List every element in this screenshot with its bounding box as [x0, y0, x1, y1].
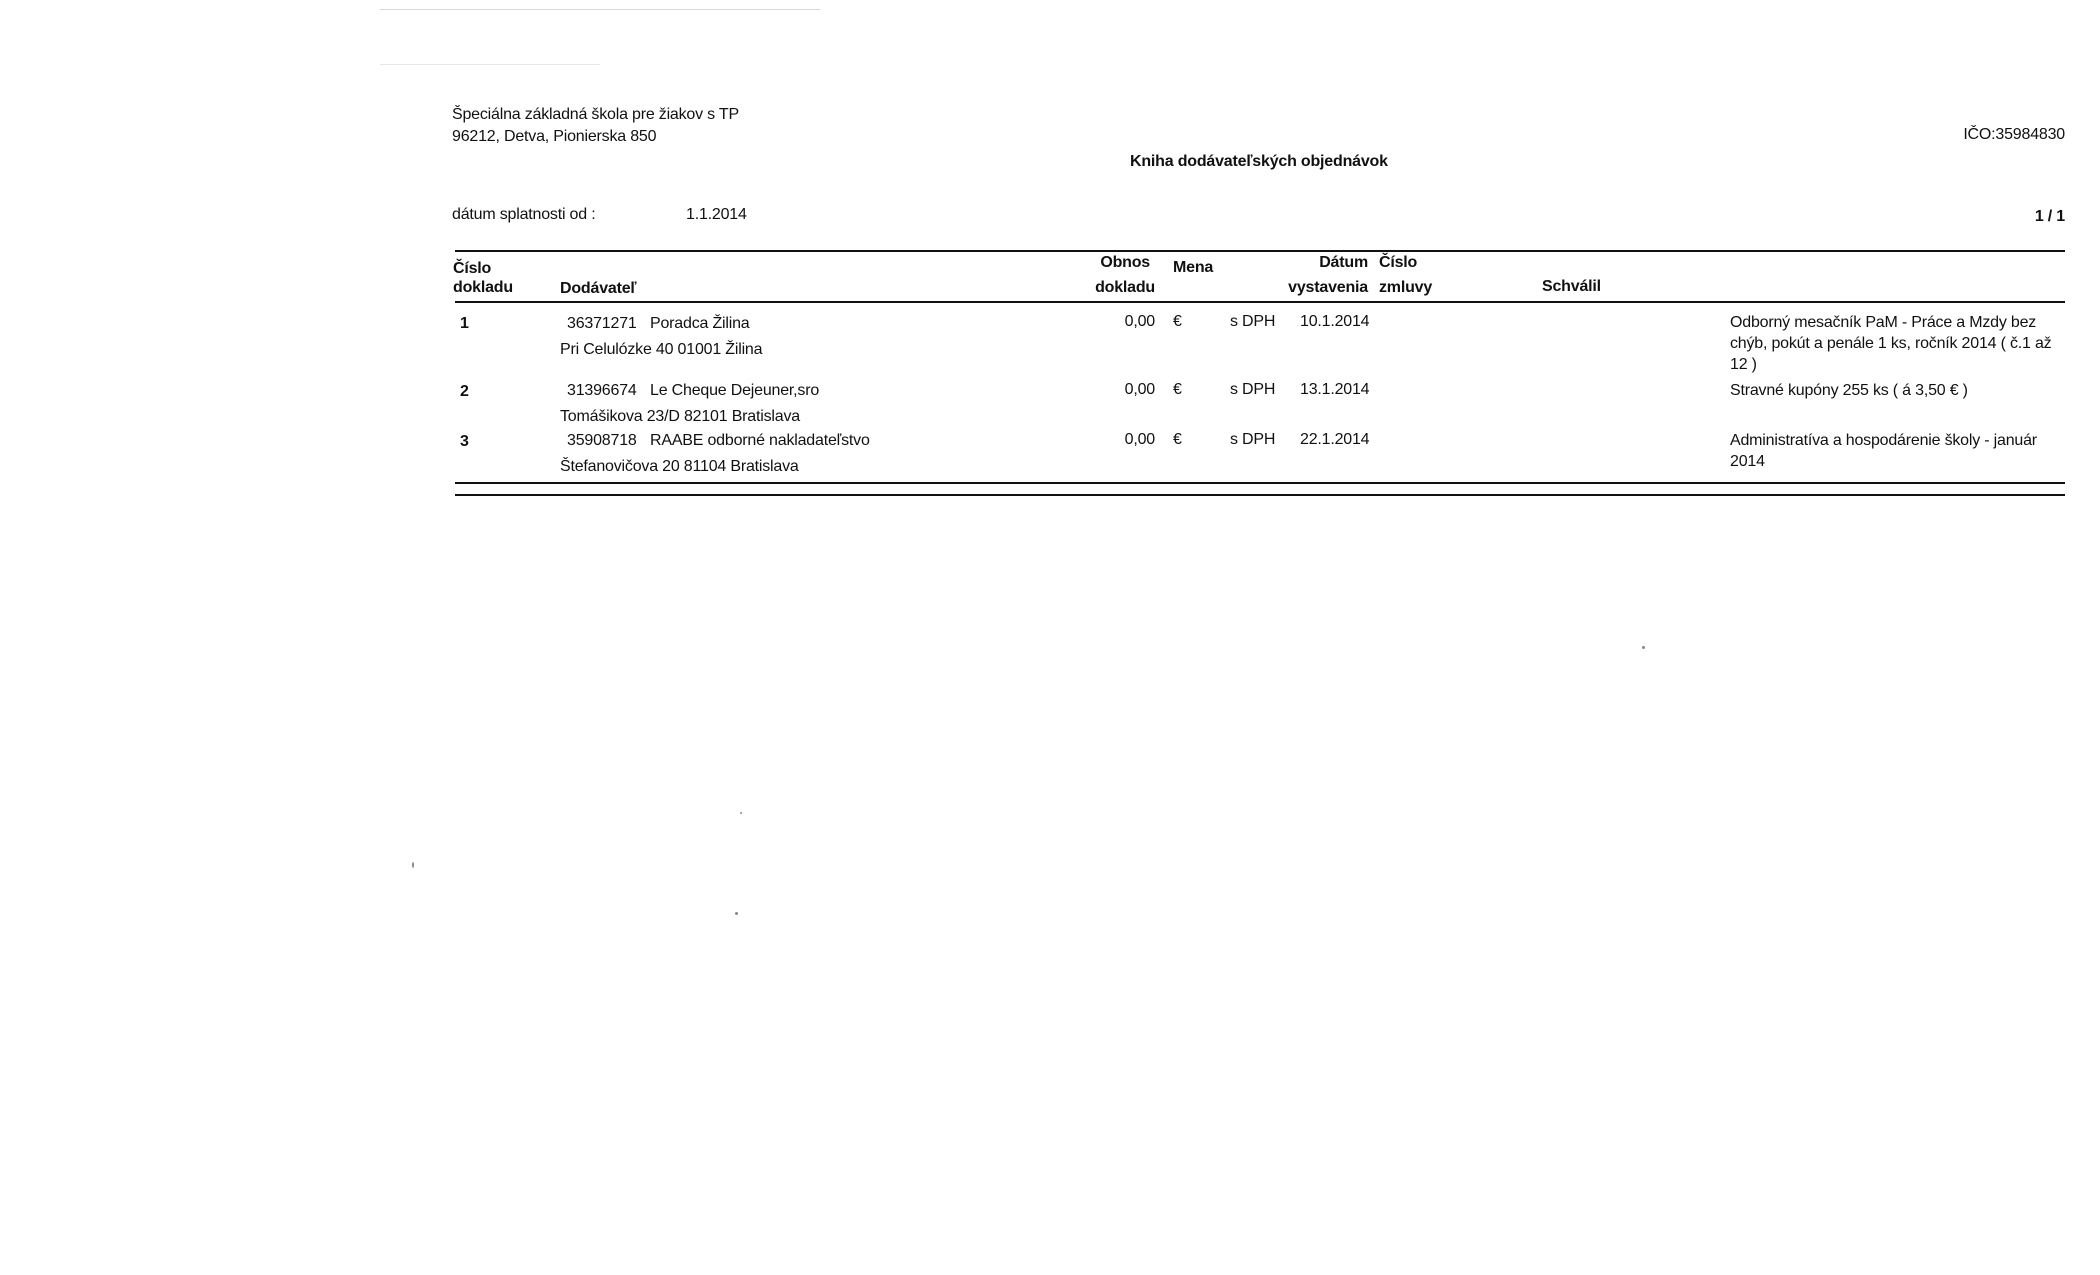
school-name: Špeciálna základná škola pre žiakov s TP	[452, 106, 739, 123]
row-1-address: Pri Celulózke 40 01001 Žilina	[560, 341, 763, 358]
due-date-value: 1.1.2014	[686, 206, 747, 223]
header-obnos-bottom: dokladu	[1095, 279, 1155, 296]
row-1-date: 10.1.2014	[1300, 313, 1370, 330]
row-2-vat: s DPH	[1230, 381, 1276, 398]
header-cislo-top: Číslo	[453, 260, 492, 277]
table-header-rule	[455, 301, 2065, 303]
page-number: 1 / 1	[2034, 208, 2065, 225]
ico-number: IČO:35984830	[1963, 126, 2065, 143]
due-date-label: dátum splatnosti od :	[452, 206, 596, 223]
header-dodavatel: Dodávateľ	[560, 280, 637, 297]
header-datum-bottom: vystavenia	[1288, 279, 1368, 296]
school-address: 96212, Detva, Pionierska 850	[452, 128, 657, 145]
scan-speck	[735, 912, 738, 915]
row-1-amount: 0,00	[1124, 313, 1155, 330]
row-3-vat: s DPH	[1230, 431, 1276, 448]
row-2-currency: €	[1173, 381, 1182, 398]
row-3-ico: 35908718	[567, 432, 637, 449]
row-1-vat: s DPH	[1230, 313, 1276, 330]
scan-speck	[412, 862, 414, 868]
row-1-supplier: Poradca Žilina	[650, 315, 750, 332]
table-bottom-rule-1	[455, 482, 2065, 484]
header-datum-top: Dátum	[1319, 254, 1368, 271]
row-1-currency: €	[1173, 313, 1182, 330]
row-1-ico: 36371271	[567, 315, 637, 332]
row-3-address: Štefanovičova 20 81104 Bratislava	[560, 458, 799, 475]
row-1-description: Odborný mesačník PaM - Práce a Mzdy bez chýb, pokút a penále 1 ks, ročník 2014 ( č.1 až 12 )	[1730, 314, 2052, 373]
scan-speck	[1642, 646, 1645, 649]
row-3-currency: €	[1173, 431, 1182, 448]
row-2-amount: 0,00	[1124, 381, 1155, 398]
row-3-date: 22.1.2014	[1300, 431, 1370, 448]
header-zmluva-top: Číslo	[1379, 254, 1418, 271]
row-2-address: Tomášikova 23/D 82101 Bratislava	[560, 408, 800, 425]
header-schvalil: Schválil	[1542, 278, 1601, 295]
row-2-date: 13.1.2014	[1300, 381, 1370, 398]
scan-artifact-line	[380, 9, 820, 10]
header-obnos-top: Obnos	[1100, 254, 1150, 271]
table-bottom-rule-2	[455, 494, 2065, 496]
header-mena: Mena	[1173, 259, 1214, 276]
row-2-supplier: Le Cheque Dejeuner,sro	[650, 382, 820, 399]
row-3-number: 3	[460, 433, 469, 450]
scan-speck	[740, 812, 742, 814]
table-top-rule	[455, 250, 2065, 252]
row-3-supplier: RAABE odborné nakladateľstvo	[650, 432, 870, 449]
header-zmluva-bottom: zmluvy	[1379, 279, 1433, 296]
row-3-amount: 0,00	[1124, 431, 1155, 448]
row-2-ico: 31396674	[567, 382, 637, 399]
row-2-description: Stravné kupóny 255 ks ( á 3,50 € )	[1730, 382, 1968, 399]
scan-artifact-line	[380, 64, 600, 65]
header-cislo-bottom: dokladu	[453, 279, 513, 296]
row-3-description: Administratíva a hospodárenie školy - január 2014	[1730, 432, 2037, 470]
row-1-number: 1	[460, 315, 469, 332]
row-2-number: 2	[460, 383, 469, 400]
document-title: Kniha dodávateľských objednávok	[1130, 153, 1388, 170]
